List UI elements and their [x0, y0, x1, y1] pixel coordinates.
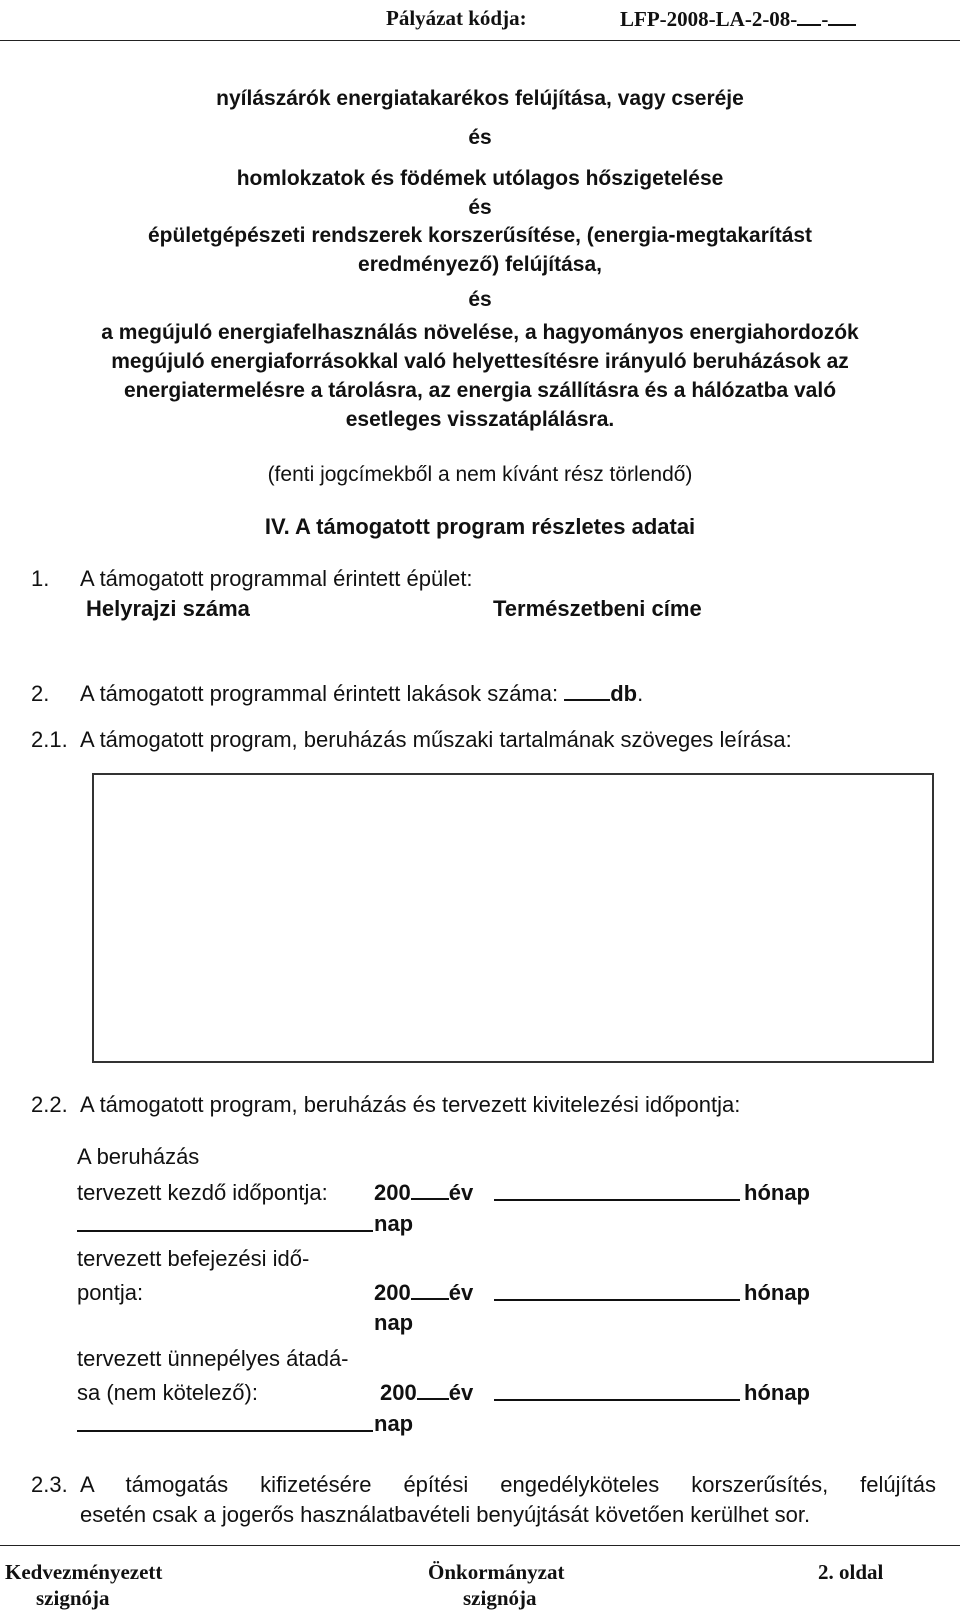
- end-year-prefix: 200: [374, 1280, 411, 1305]
- item-2-3-number: 2.3.: [31, 1472, 68, 1497]
- title-and-3: és: [468, 288, 492, 311]
- start-month-unit: hónap: [744, 1180, 810, 1205]
- item-2-3-line-1: A támogatás kifizetésére építési engedélyköteles korszerűsítés, felújítás: [80, 1472, 936, 1497]
- lot-number-label: Helyrajzi száma: [86, 596, 250, 621]
- title-line-1: nyílászárók energiatakarékos felújítása, vagy cseréje: [216, 87, 744, 110]
- title-line-4c: energiatermelésre a tárolásra, az energia szállításra és a hálózatba való: [123, 379, 837, 402]
- handover-year-unit: év: [448, 1380, 474, 1405]
- application-code-text: LFP-2008-LA-2-08-: [620, 7, 798, 31]
- title-line-4a: a megújuló energiafelhasználás növelése, a hagyományos energiahordozók: [101, 321, 859, 344]
- end-date-label-a: tervezett befejezési idő-: [77, 1246, 310, 1271]
- address-label: Természetbeni címe: [493, 596, 702, 621]
- handover-day-unit: nap: [374, 1411, 414, 1436]
- application-code-label: Pályázat kódja:: [386, 6, 527, 30]
- end-year-unit: év: [448, 1280, 474, 1305]
- item-2-dot: .: [637, 681, 644, 706]
- deletion-note: (fenti jogcímekből a nem kívánt rész törlendő): [267, 463, 693, 486]
- item-2-number: 2.: [31, 681, 50, 706]
- end-month-unit: hónap: [744, 1280, 810, 1305]
- title-line-2: homlokzatok és födémek utólagos hőszigetelése: [236, 167, 724, 190]
- start-year-prefix: 200: [374, 1180, 411, 1205]
- application-code-separator: -: [821, 7, 829, 31]
- start-day-unit: nap: [374, 1211, 414, 1236]
- application-code-blank-1: [797, 6, 821, 26]
- title-line-4d: esetleges visszatáplálásra.: [345, 408, 615, 431]
- start-year: [374, 1180, 473, 1206]
- start-year-blank[interactable]: [411, 1180, 449, 1200]
- handover-year-prefix: 200: [380, 1380, 417, 1405]
- beneficiary-label: Kedvezményezett: [5, 1560, 163, 1584]
- application-code-blank-2: [828, 6, 856, 26]
- handover-year-blank[interactable]: [417, 1380, 449, 1400]
- start-date-label: tervezett kezdő időpontja:: [77, 1180, 328, 1205]
- handover-label-b: sa (nem kötelező):: [77, 1380, 258, 1405]
- municipality-label: Önkormányzat: [428, 1560, 565, 1584]
- beneficiary-signature-label: szignója: [36, 1586, 110, 1610]
- investment-label: A beruházás: [77, 1144, 200, 1169]
- item-2-2-text: A támogatott program, beruházás és tervezett kivitelezési időpontja:: [80, 1092, 741, 1117]
- item-2-1-number: 2.1.: [31, 727, 68, 752]
- header-rule: [0, 40, 960, 41]
- end-year-blank[interactable]: [411, 1280, 449, 1300]
- page-number: 2. oldal: [818, 1560, 884, 1584]
- municipality-signature-label: szignója: [463, 1586, 537, 1610]
- title-line-3a: épületgépészeti rendszerek korszerűsítése, (energia-megtakarítást: [147, 224, 813, 247]
- item-2-3-line-2: esetén csak a jogerős használatbavételi benyújtását követően kerülhet sor.: [80, 1502, 811, 1527]
- apartment-count-blank[interactable]: [564, 681, 610, 701]
- handover-year: [380, 1380, 473, 1406]
- handover-label-a: tervezett ünnepélyes átadá-: [77, 1346, 349, 1371]
- start-day-blank[interactable]: [77, 1230, 373, 1232]
- handover-day-blank[interactable]: [77, 1430, 373, 1432]
- handover-month-unit: hónap: [744, 1380, 810, 1405]
- item-2-2-number: 2.2.: [31, 1092, 68, 1117]
- end-date-label-b: pontja:: [77, 1280, 144, 1305]
- end-month-blank[interactable]: [494, 1299, 740, 1301]
- item-2-text: A támogatott programmal érintett lakások száma:: [80, 681, 559, 706]
- end-year: [374, 1280, 473, 1306]
- section-heading: IV. A támogatott program részletes adatai: [264, 514, 696, 539]
- item-1-text: A támogatott programmal érintett épület:: [80, 566, 473, 591]
- title-and-1: és: [468, 126, 492, 149]
- item-1-number: 1.: [31, 566, 50, 591]
- title-line-3b: eredményező) felújítása,: [358, 253, 602, 276]
- title-line-4b: megújuló energiaforrásokkal való helyettesítésre irányuló beruházások az: [111, 350, 849, 373]
- start-year-unit: év: [448, 1180, 474, 1205]
- technical-description-box[interactable]: [92, 773, 934, 1063]
- application-code-value: [620, 6, 856, 32]
- handover-month-blank[interactable]: [494, 1399, 740, 1401]
- start-month-blank[interactable]: [494, 1199, 740, 1201]
- footer-rule: [0, 1545, 960, 1546]
- item-2-line: [80, 681, 643, 707]
- end-day-unit: nap: [374, 1310, 414, 1335]
- title-and-2: és: [468, 196, 492, 219]
- item-2-unit: db: [610, 681, 638, 706]
- item-2-1-text: A támogatott program, beruházás műszaki tartalmának szöveges leírása:: [80, 727, 792, 752]
